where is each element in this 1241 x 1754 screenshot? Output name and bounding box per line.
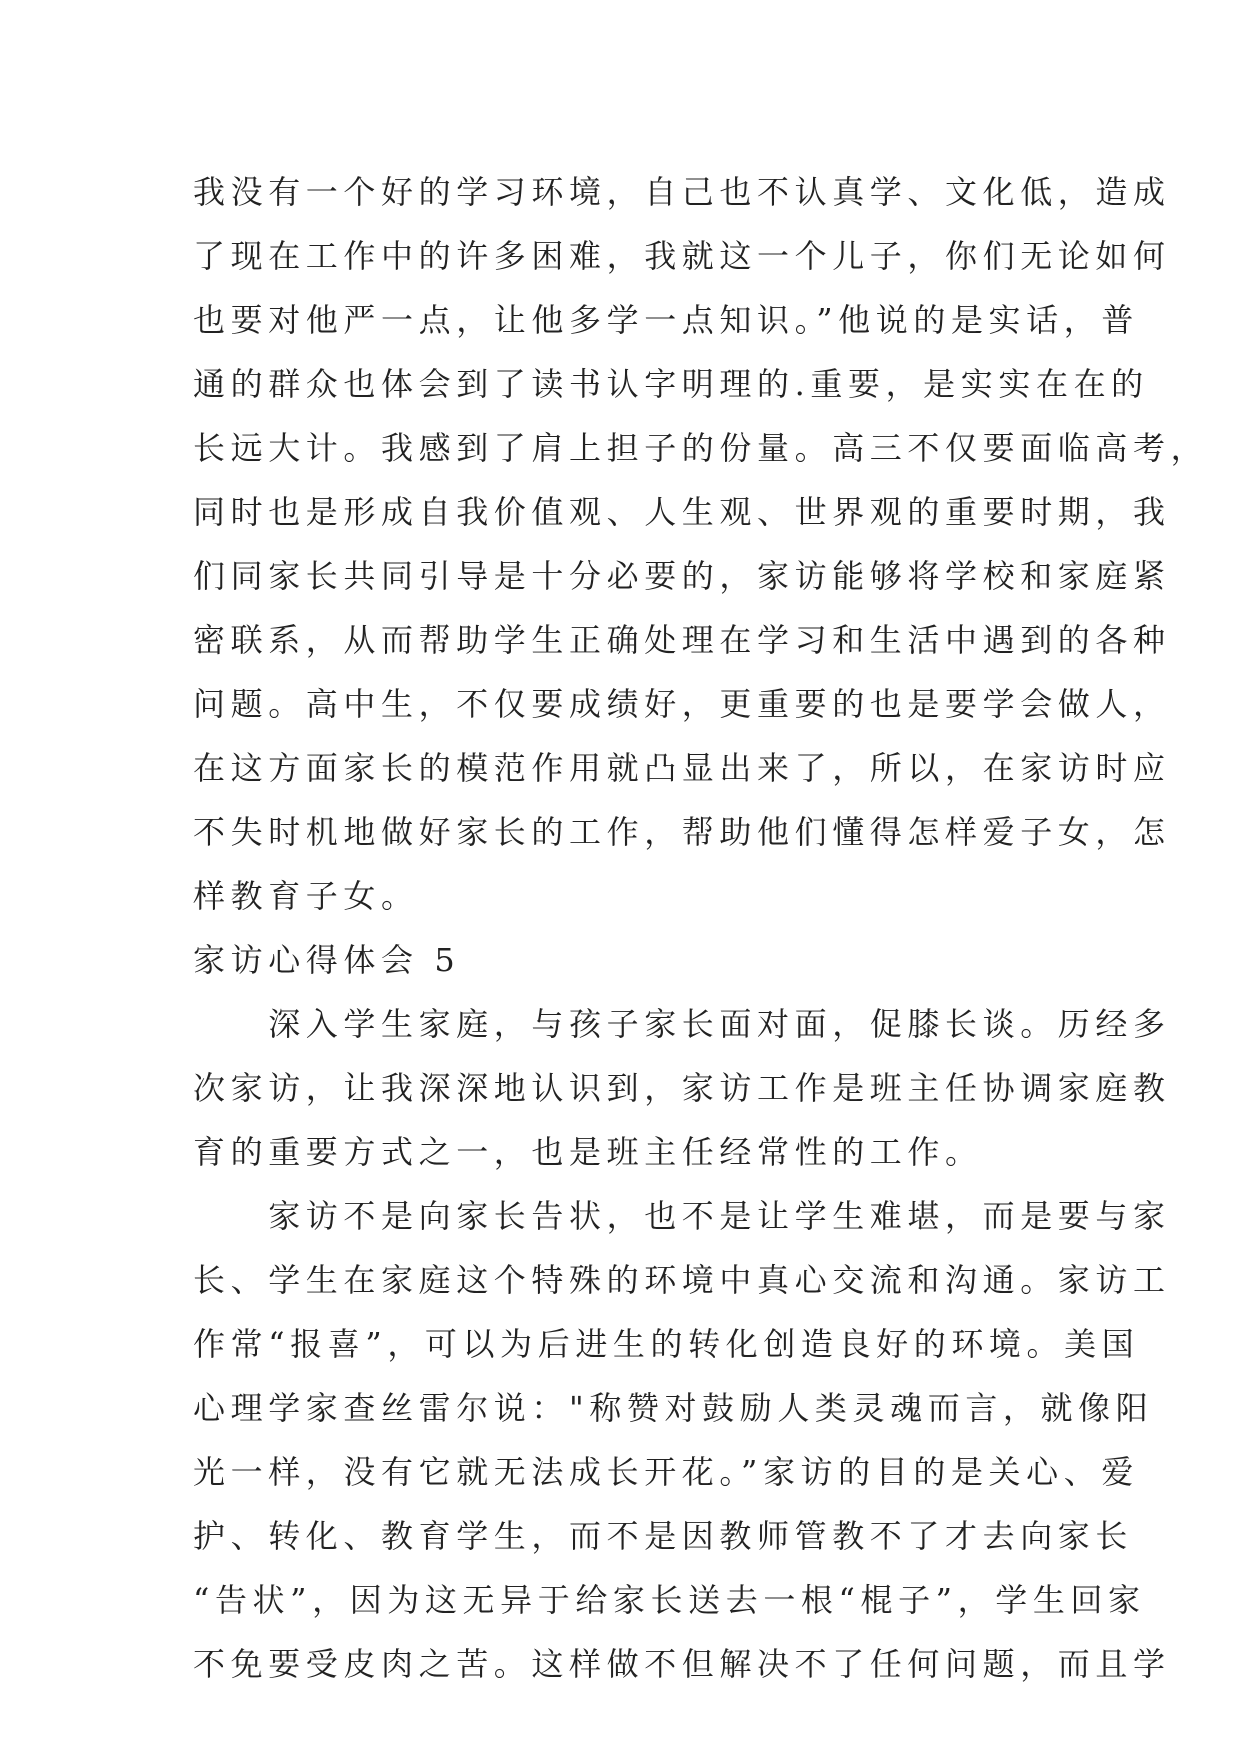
text-line: 在这方面家长的模范作用就凸显出来了，所以，在家访时应 [193, 749, 1171, 787]
document-body [193, 160, 1209, 1696]
text-line: 心理学家查丝雷尔说："称赞对鼓励人类灵魂而言，就像阳 [193, 1389, 1154, 1427]
text-line: 深入学生家庭，与孩子家长面对面，促膝长谈。历经多 [193, 1005, 1171, 1043]
text-line: 长远大计。我感到了肩上担子的份量。高三不仅要面临高考， [193, 429, 1209, 467]
text-line: 作常“报喜”，可以为后进生的转化创造良好的环境。美国 [193, 1325, 1140, 1363]
text-line: 样教育子女。 [193, 877, 419, 915]
text-line: 同时也是形成自我价值观、人生观、世界观的重要时期，我 [193, 493, 1171, 531]
text-line: 也要对他严一点，让他多学一点知识。”他说的是实话，普 [193, 301, 1139, 339]
text-line: “告状”，因为这无异于给家长送去一根“棍子”，学生回家 [193, 1581, 1146, 1619]
text-line: 我没有一个好的学习环境，自己也不认真学、文化低，造成 [193, 173, 1171, 211]
text-line: 育的重要方式之一，也是班主任经常性的工作。 [193, 1133, 983, 1171]
text-line: 们同家长共同引导是十分必要的，家访能够将学校和家庭紧 [193, 557, 1171, 595]
text-line: 问题。高中生，不仅要成绩好，更重要的也是要学会做人， [193, 685, 1171, 723]
text-line: 不失时机地做好家长的工作，帮助他们懂得怎样爱子女，怎 [193, 813, 1171, 851]
text-line: 家访不是向家长告状，也不是让学生难堪，而是要与家 [193, 1197, 1171, 1235]
text-line: 了现在工作中的许多困难，我就这一个儿子，你们无论如何 [193, 237, 1171, 275]
text-line: 密联系，从而帮助学生正确处理在学习和生活中遇到的各种 [193, 621, 1171, 659]
text-line: 护、转化、教育学生，而不是因教师管教不了才去向家长 [193, 1517, 1134, 1555]
text-line: 长、学生在家庭这个特殊的环境中真心交流和沟通。家访工 [193, 1261, 1171, 1299]
text-line: 次家访，让我深深地认识到，家访工作是班主任协调家庭教 [193, 1069, 1171, 1107]
section-heading: 家访心得体会 5 [193, 941, 461, 979]
text-line: 通的群众也体会到了读书认字明理的.重要，是实实在在的 [193, 365, 1149, 403]
text-line: 光一样，没有它就无法成长开花。”家访的目的是关心、爱 [193, 1453, 1139, 1491]
text-line: 不免要受皮肉之苦。这样做不但解决不了任何问题，而且学 [193, 1645, 1171, 1683]
